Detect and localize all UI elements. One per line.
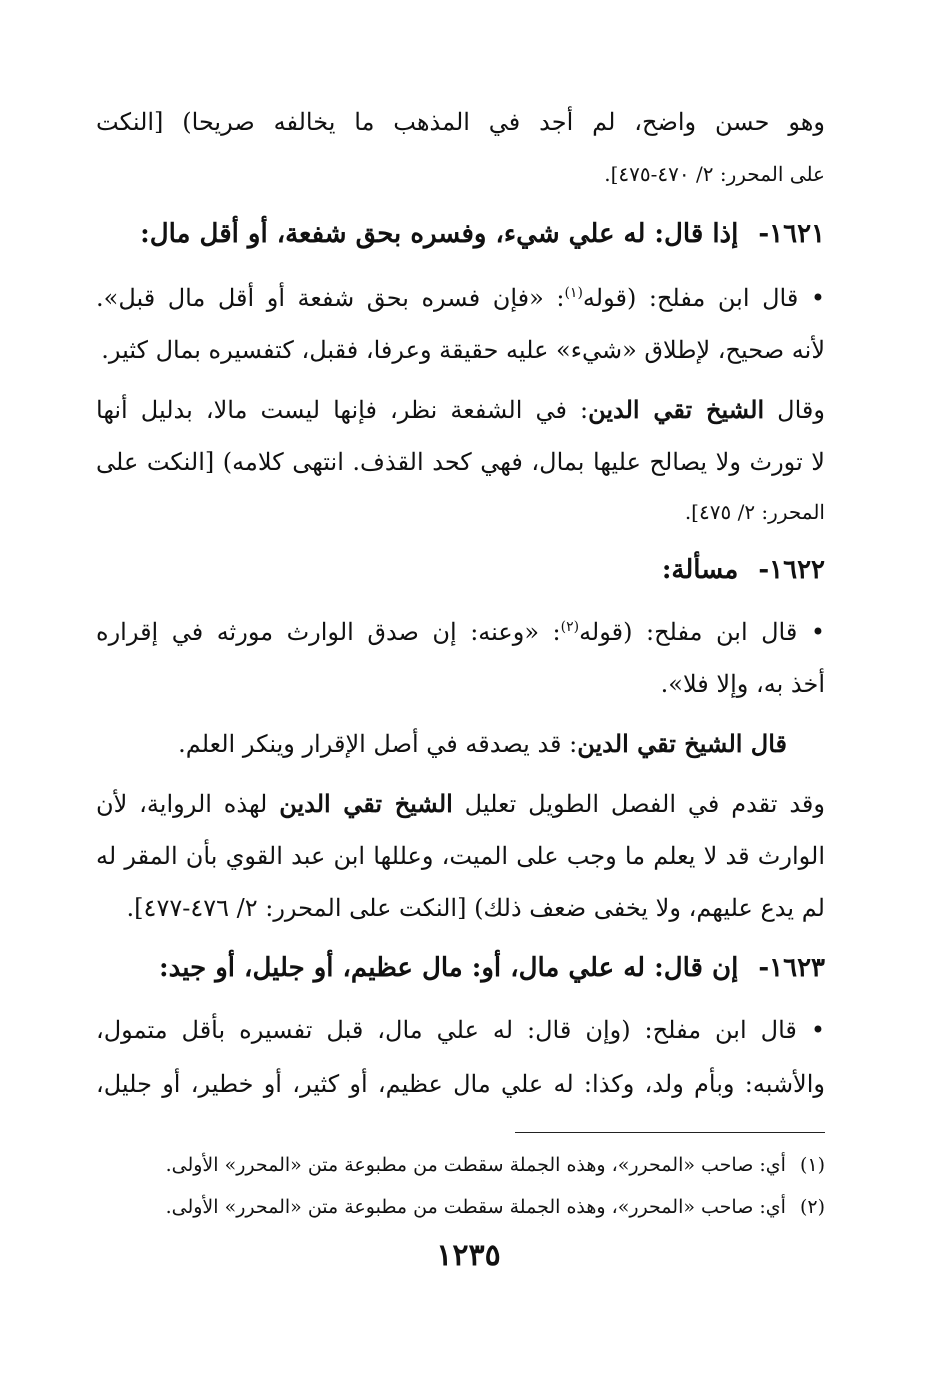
section-number: ١٦٢٢- (758, 555, 825, 585)
footnote-separator (515, 1132, 825, 1133)
text-line: لم يدع عليهم، ولا يخفى ضعف ذلك) [النكت على المحرر: ٢/ ٤٧٦-٤٧٧]. (126, 894, 825, 922)
section-number: ١٦٢٣- (758, 953, 825, 983)
section-title: إن قال: له علي مال، أو: مال عظيم، أو جليل، أو جيد: (159, 953, 739, 983)
footnote-marker: (١) (564, 285, 583, 301)
text-line (96, 614, 825, 650)
scholar-name: الشيخ تقي الدين (588, 395, 765, 424)
footnote-text: أي: صاحب «المحرر»، وهذه الجملة سقطت من مطبوعة متن «المحرر» الأولى. (165, 1154, 786, 1176)
text-line: وهو حسن واضح، لم أجد في المذهب ما يخالفه صريحا) [النكت (96, 108, 825, 136)
text-segment: • قال ابن مفلح: (قوله (579, 618, 825, 646)
text-line (96, 392, 825, 428)
text-line: • قال ابن مفلح: (وإن قال: له علي مال، قبل تفسيره بأقل متمول، (96, 1016, 825, 1044)
text-segment: لهذه الرواية، لأن (96, 790, 280, 818)
scholar-name: الشيخ تقي الدين (279, 789, 453, 818)
text-line: لا تورث ولا يصالح عليها بمال، فهي كحد القذف. انتهى كلامه) [النكت على (96, 448, 825, 476)
footnote-number: (١) (799, 1154, 825, 1176)
text-line: والأشبه: وبأم ولد، وكذا: له علي مال عظيم، أو كثير، أو خطير، أو جليل، (96, 1070, 825, 1098)
footnote (96, 1150, 825, 1180)
text-line (96, 280, 825, 316)
text-segment: وقال (764, 396, 825, 424)
text-line (96, 786, 825, 822)
text-line (96, 726, 787, 762)
section-title: مسألة: (661, 555, 739, 585)
text-segment: : قد يصدقه في أصل الإقرار وينكر العلم. (178, 730, 578, 758)
text-line: لأنه صحيح، لإطلاق «شيء» عليه حقيقة وعرفا، فقبل، كتفسيره بمال كثير. (101, 336, 825, 364)
section-heading-1622 (96, 552, 825, 588)
text-segment: • قال ابن مفلح: (قوله (582, 284, 825, 312)
text-segment: : في الشفعة نظر، فإنها ليست مالا، بدليل أنها (96, 396, 589, 424)
section-heading-1621 (96, 216, 825, 252)
section-title: إذا قال: له علي شيء، وفسره بحق شفعة، أو أقل مال: (140, 219, 739, 249)
text-segment: وقد تقدم في الفصل الطويل تعليل (452, 790, 825, 818)
citation-line: المحرر: ٢/ ٤٧٥]. (684, 500, 825, 524)
text-segment: : «وعنه: إن صدق الوارث مورثه في إقراره (96, 618, 561, 646)
page-number: ١٢٣٥ (436, 1238, 501, 1273)
text-line: الوارث قد لا يعلم ما وجب على الميت، وعللها ابن عبد القوي بأن المقر له (96, 842, 825, 870)
text-segment: : «فإن فسره بحق شفعة أو أقل مال قبل». (96, 284, 565, 312)
section-heading-1623 (96, 950, 825, 986)
footnote-text: أي: صاحب «المحرر»، وهذه الجملة سقطت من مطبوعة متن «المحرر» الأولى. (165, 1196, 786, 1218)
footnote (96, 1192, 825, 1222)
footnote-number: (٢) (799, 1196, 825, 1218)
citation-line: على المحرر: ٢/ ٤٧٠-٤٧٥]. (604, 162, 825, 186)
scholar-name: قال الشيخ تقي الدين (577, 729, 787, 758)
section-number: ١٦٢١- (758, 219, 825, 249)
text-line: أخذ به، وإلا فلا». (660, 670, 825, 698)
footnote-marker: (٢) (560, 619, 580, 635)
